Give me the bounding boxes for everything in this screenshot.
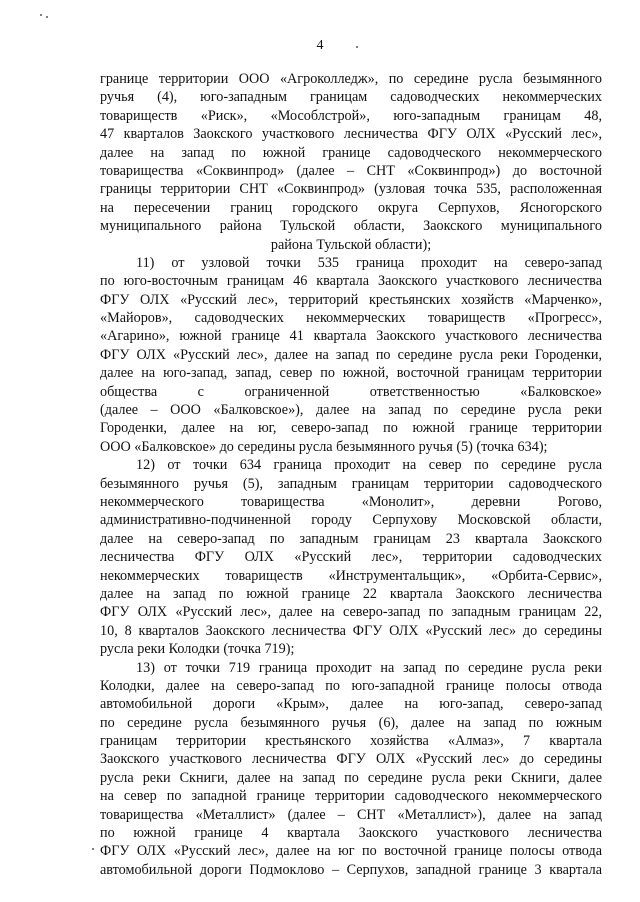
text-line: «Агарино», южной границе 41 квартала Заокского участкового лесничества: [100, 328, 602, 345]
text-line: границы территории СНТ «Соквинпрод» (узловая точка 535, расположенная: [100, 181, 602, 198]
text-line: на пересечении границ городского округа Серпухов, Ясногорского: [100, 199, 602, 216]
text-line: (далее – ООО «Балковское»), далее на запад по середине русла реки: [100, 402, 602, 419]
text-line: муниципального района Тульской области, Заокского муниципального: [100, 218, 602, 235]
text-line: границе территории ООО «Агроколледж», по середине русла безымянного: [100, 71, 602, 87]
document-body: [100, 70, 602, 879]
text-line: по юго-восточным границам 46 квартала Заокского участкового лесничества: [100, 273, 602, 290]
text-line: ФГУ ОЛХ «Русский лес», далее на запад по середине русла реки Городенки,: [100, 346, 602, 363]
scan-speck: [46, 16, 48, 18]
text-line: ООО «Балковское» до середины русла безымянного ручья (5) (точка 634);: [100, 438, 548, 455]
text-line: района Тульской области);: [270, 236, 432, 253]
page-number: 4: [316, 38, 324, 53]
text-line: «Майоров», садоводческих некоммерческих товариществ «Прогресс»,: [100, 310, 602, 327]
text-line: ФГУ ОЛХ «Русский лес», далее на юг по восточной границе полосы отвода: [100, 843, 602, 860]
text-line: Колодки, далее на северо-запад по юго-западной границе полосы отвода: [100, 677, 602, 694]
text-line: ФГУ ОЛХ «Русский лес», далее на северо-запад по западным границам 22,: [100, 604, 602, 621]
text-line: далее на юго-запад, запад, север по южной, восточной границам территории: [100, 365, 602, 382]
scan-speck: [92, 848, 94, 850]
text-line: 11) от узловой точки 535 граница проходит на северо-запад: [136, 254, 602, 271]
text-line: 10, 8 кварталов Заокского лесничества ФГУ ОЛХ «Русский лес» до середины: [100, 622, 602, 639]
text-line: границам территории крестьянского хозяйства «Алмаз», 7 квартала: [100, 733, 602, 750]
text-line: далее на запад по южной границе 22 квартала Заокского лесничества: [100, 585, 602, 602]
text-line: по середине русла безымянного ручья (6), далее на запад по южным: [100, 714, 602, 731]
text-line: безымянного ручья (5), западным границам территории садоводческого: [100, 475, 602, 492]
text-line: некоммерческого товарищества «Монолит», деревни Рогово,: [100, 493, 602, 510]
text-line: далее на северо-запад по западным границам 23 квартала Заокского: [100, 530, 602, 547]
scan-speck: [40, 14, 42, 16]
text-line: административно-подчиненной городу Серпухову Московской области,: [100, 512, 602, 529]
text-line: 47 кварталов Заокского участкового лесничества ФГУ ОЛХ «Русский лес»,: [100, 126, 602, 143]
text-line: на север по западной границе территории садоводческого некоммерческого: [100, 788, 602, 805]
text-line: некоммерческих товариществ «Инструментальщик», «Орбита-Сервис»,: [100, 567, 602, 584]
text-line: общества с ограниченной ответственностью «Балковское»: [100, 383, 602, 400]
text-line: 12) от точки 634 граница проходит на север по середине русла: [136, 457, 602, 474]
text-line: Заокского участкового лесничества ФГУ ОЛХ «Русский лес» до середины: [100, 751, 602, 768]
text-line: лесничества ФГУ ОЛХ «Русский лес», территории садоводческих: [100, 549, 602, 566]
text-line: товарищества «Металлист» (далее – СНТ «Металлист»), далее на запад: [100, 806, 602, 823]
text-line: 13) от точки 719 граница проходит на запад по середине русла реки: [136, 659, 602, 676]
text-line: далее на запад по южной границе садоводческого некоммерческого: [100, 144, 602, 161]
text-line: русла реки Скниги, далее на запад по середине русла реки Скниги, далее: [100, 769, 602, 786]
text-line: товарищества «Соквинпрод» (далее – СНТ «Соквинпрод») до восточной: [100, 162, 602, 179]
text-line: Городенки, далее на юг, северо-запад по южной границе территории: [100, 420, 602, 437]
text-line: ФГУ ОЛХ «Русский лес», территорий крестьянских хозяйств «Марченко»,: [100, 291, 602, 308]
text-line: русла реки Колодки (точка 719);: [100, 641, 295, 658]
text-line: автомобильной дороги «Крым», далее на юго-запад, северо-запад: [100, 696, 602, 713]
text-line: по южной границе 4 квартала Заокского участкового лесничества: [100, 825, 602, 842]
text-line: товариществ «Риск», «Мособлстрой», юго-западным границам 48,: [100, 107, 602, 124]
text-line: автомобильной дороги Подмоклово – Серпухов, западной границе 3 квартала: [100, 861, 602, 878]
text-line: ручья (4), юго-западным границам садоводческих некоммерческих: [100, 89, 602, 106]
